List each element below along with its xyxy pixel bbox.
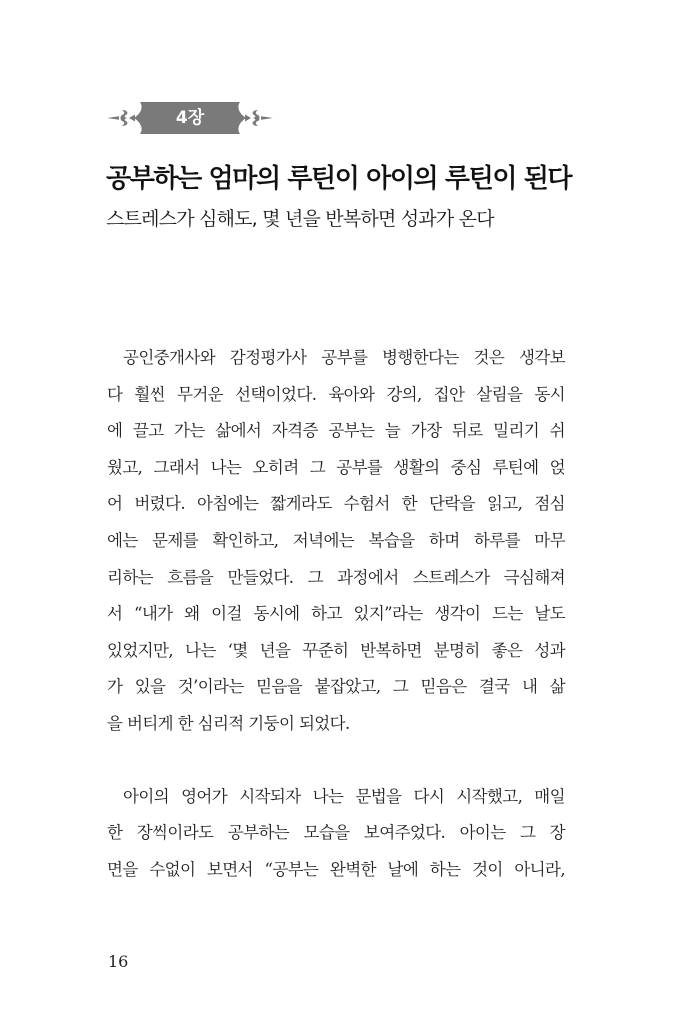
paragraph-spacer [107, 743, 565, 779]
text-line: 서 “내가 왜 이걸 동시에 하고 있지”라는 생각이 드는 날도 [107, 604, 565, 624]
chapter-subtitle: 스트레스가 심해도, 몇 년을 반복하면 성과가 온다 [106, 208, 494, 230]
page-number: 16 [108, 952, 129, 971]
text-line: 아이의 영어가 시작되자 나는 문법을 다시 시작했고, 매일 [123, 786, 565, 806]
chapter-badge [105, 98, 275, 138]
text-line: 을 버티게 한 심리적 기둥이 되었다. [107, 713, 350, 733]
text-line: 에 끌고 가는 삶에서 자격증 공부는 늘 가장 뒤로 밀리기 쉬 [107, 421, 565, 441]
text-line: 가 있을 것’이라는 믿음을 붙잡았고, 그 믿음은 결국 내 삶 [107, 677, 565, 697]
text-line: 있었지만, 나는 ‘몇 년을 꾸준히 반복하면 분명히 좋은 성과 [107, 640, 565, 660]
chapter-title: 공부하는 엄마의 루틴이 아이의 루틴이 된다 [106, 164, 572, 194]
body-text [107, 340, 565, 888]
paragraph [107, 779, 565, 889]
paragraph [107, 340, 565, 743]
text-line: 한 장씩이라도 공부하는 모습을 보여주었다. 아이는 그 장 [107, 823, 565, 843]
text-line: 웠고, 그래서 나는 오히려 그 공부를 생활의 중심 루틴에 얹 [107, 457, 565, 477]
text-line: 면을 수없이 보면서 “공부는 완벽한 날에 하는 것이 아니라, [107, 859, 565, 879]
text-line: 다 훨씬 무거운 선택이었다. 육아와 강의, 집안 살림을 동시 [107, 384, 565, 404]
text-line: 리하는 흐름을 만들었다. 그 과정에서 스트레스가 극심해져 [107, 567, 565, 587]
chapter-number-label: 4장 [175, 108, 205, 128]
text-line: 에는 문제를 확인하고, 저녁에는 복습을 하며 하루를 마무 [107, 530, 565, 550]
text-line: 공인중개사와 감정평가사 공부를 병행한다는 것은 생각보 [123, 348, 565, 367]
text-line: 어 버렸다. 아침에는 짧게라도 수험서 한 단락을 읽고, 점심 [107, 494, 565, 514]
